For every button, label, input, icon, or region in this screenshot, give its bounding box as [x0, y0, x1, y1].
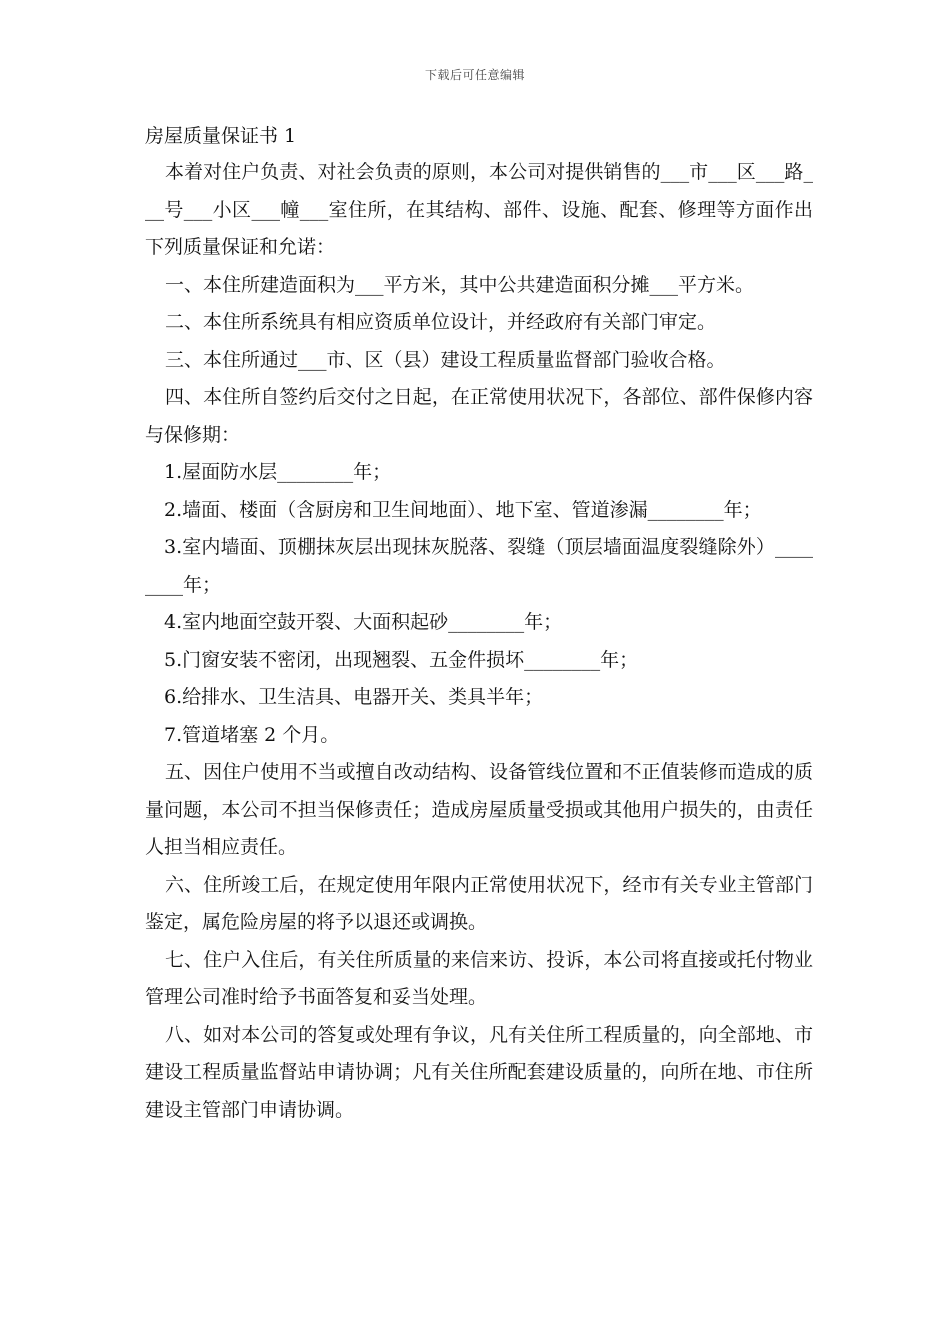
clause-6-paragraph: 六、住所竣工后，在规定使用年限内正常使用状况下，经市有关专业主管部门鉴定，属危险房屋的将予以退还或调换。 [145, 873, 813, 933]
warranty-item-6: 6.给排水、卫生洁具、电器开关、类具半年； [164, 686, 544, 708]
warranty-item-5: 5.门窗安装不密闭，出现翘裂、五金件损坏________年； [164, 648, 639, 671]
warranty-item-2: 2.墙面、楼面（含厨房和卫生间地面）、地下室、管道渗漏________年； [164, 498, 762, 521]
intro-paragraph: 本着对住户负责、对社会负责的原则，本公司对提供销售的___市___区___路___号___小区___幢___室住所，在其结构、部件、设施、配套、修理等方面作出下列质量保证和允诺： [145, 161, 813, 258]
document-title: 房屋质量保证书 1 [145, 125, 297, 147]
clause-4-paragraph: 四、本住所自签约后交付之日起，在正常使用状况下，各部位、部件保修内容与保修期： [145, 386, 813, 446]
warranty-item-7: 7.管道堵塞 2 个月。 [164, 723, 340, 746]
clause-2-paragraph: 二、本住所系统具有相应资质单位设计，并经政府有关部门审定。 [165, 311, 717, 333]
document-body [145, 118, 813, 1129]
clause-7-paragraph: 七、住户入住后，有关住所质量的来信来访、投诉，本公司将直接或托付物业管理公司准时给予书面答复和妥当处理。 [145, 948, 813, 1008]
clause-1-paragraph: 一、本住所建造面积为___平方米，其中公共建造面积分摊___平方米。 [165, 273, 755, 296]
warranty-item-1: 1.屋面防水层________年； [164, 461, 392, 483]
warranty-item-3: 3.室内墙面、顶棚抹灰层出现抹灰脱落、裂缝（顶层墙面温度裂缝除外）________年； [145, 536, 813, 596]
clause-8-paragraph: 八、如对本公司的答复或处理有争议，凡有关住所工程质量的，向全部地、市建设工程质量监督站申请协调；凡有关住所配套建设质量的，向所在地、市住所建设主管部门申请协调。 [145, 1023, 813, 1121]
warranty-item-4: 4.室内地面空鼓开裂、大面积起砂________年； [164, 611, 563, 633]
clause-5-paragraph: 五、因住户使用不当或擅自改动结构、设备管线位置和不正值装修而造成的质量问题，本公司不担当保修责任；造成房屋质量受损或其他用户损失的，由责任人担当相应责任。 [145, 761, 813, 858]
clause-3-paragraph: 三、本住所通过___市、区（县）建设工程质量监督部门验收合格。 [165, 348, 726, 371]
page-header: 下载后可任意编辑 [424, 68, 525, 82]
